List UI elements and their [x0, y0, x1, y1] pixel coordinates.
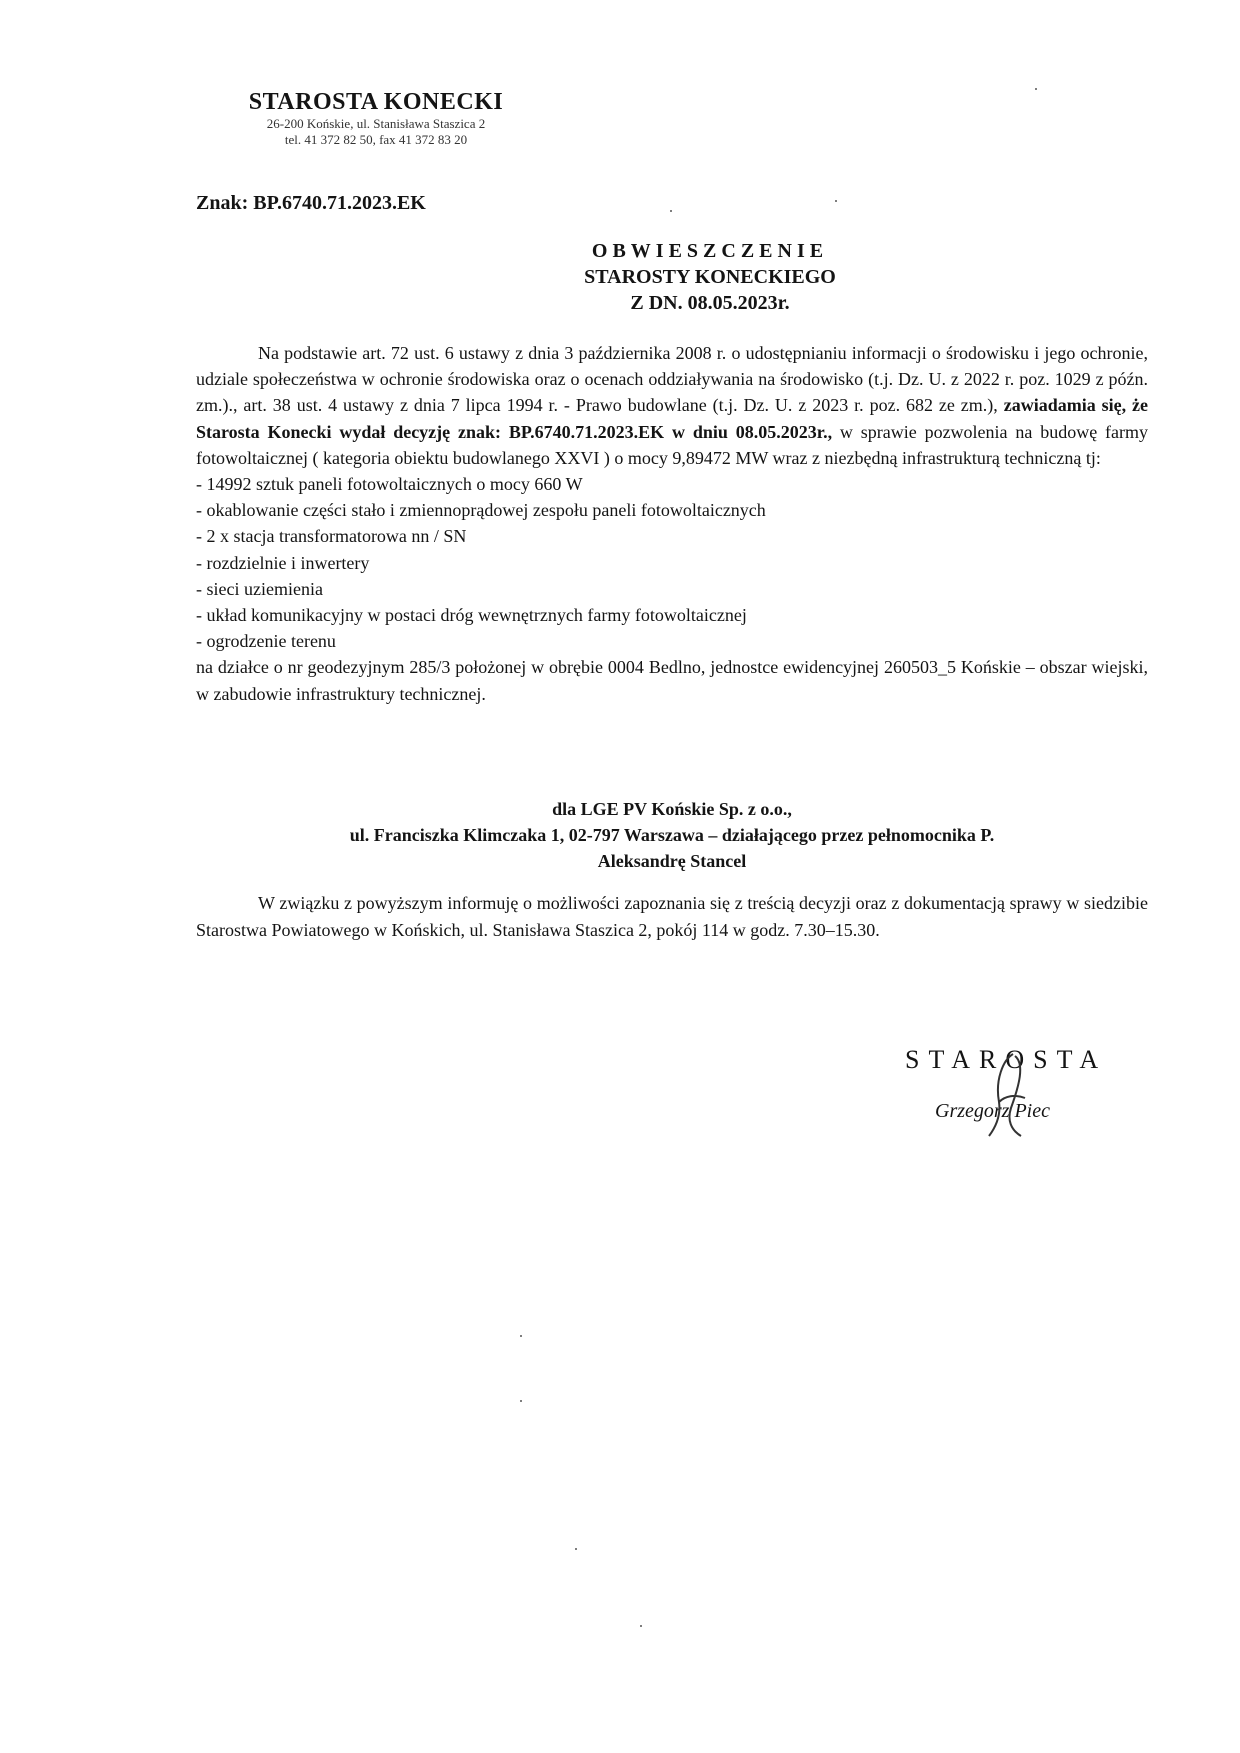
scan-speck	[575, 1548, 577, 1550]
addressee-company: dla LGE PV Końskie Sp. z o.o.,	[552, 799, 792, 819]
scan-speck	[670, 210, 672, 212]
intro-text: Na podstawie art. 72 ust. 6 ustawy z dnia 3 października 2008 r. o udostępnianiu informacji o środowisku i jego ochronie, udziale społeczeństwa w ochronie środowiska oraz o ocenach oddziaływania na środowisko (t.j. Dz. U. z 2022 r. poz. 1029 z późn. zm.)., art. 38 ust. 4 ustawy z dnia 7 lipca 1994 r. - Prawo budowlane (t.j. Dz. U. z 2023 r. poz. 682 ze zm.),	[196, 343, 1148, 416]
scan-speck	[640, 1625, 642, 1627]
addressee-proxy: Aleksandrę Stancel	[597, 851, 747, 871]
list-item: - 14992 sztuk paneli fotowoltaicznych o mocy 660 W	[196, 474, 583, 495]
addressee-address: ul. Franciszka Klimczaka 1, 02-797 Warszawa – działającego przez pełnomocnika P.	[349, 825, 995, 845]
list-item: - 2 x stacja transformatorowa nn / SN	[196, 526, 467, 547]
intro-rest-text: w sprawie pozwolenia na budowę farmy fotowoltaicznej ( kategoria obiektu budowlanego XXVI ) o mocy 9,89472 MW wraz z niezbędną infrastrukturą techniczną tj:	[196, 421, 1149, 468]
infrastructure-list	[196, 471, 1148, 654]
letterhead-title: STAROSTA KONECKI	[248, 89, 504, 115]
list-item: - rozdzielnie i inwertery	[196, 552, 370, 573]
scan-speck	[1035, 88, 1037, 90]
location-paragraph: na działce o nr geodezyjnym 285/3 położonej w obrębie 0004 Bedlno, jednostce ewidencyjnej 260503_5 Końskie – obszar wiejski, w zabudowie infrastruktury technicznej.	[196, 657, 1148, 704]
list-item: - ogrodzenie terenu	[196, 631, 336, 652]
letterhead-address: 26-200 Końskie, ul. Stanisława Staszica 2	[266, 116, 486, 131]
letterhead	[226, 88, 526, 148]
list-item: - sieci uziemienia	[196, 578, 323, 599]
info-paragraph: W związku z powyższym informuję o możliwości zapoznania się z treścią decyzji oraz z dokumentacją sprawy w siedzibie Starostwa Powiatowego w Końskich, ul. Stanisława Staszica 2, pokój 114 w godz. 7.30–15.30.	[196, 893, 1148, 940]
heading-date: Z DN. 08.05.2023r.	[630, 292, 790, 314]
heading-title: OBWIESZCZENIE	[591, 240, 829, 262]
signature-name: Grzegorz Piec	[935, 1100, 1050, 1122]
document-sign-number: Znak: BP.6740.71.2023.EK	[196, 192, 426, 214]
scan-speck	[520, 1400, 522, 1402]
signature-scribble-icon	[985, 1050, 1035, 1140]
signature-title: STAROSTA	[905, 1045, 1108, 1074]
scan-speck	[835, 200, 837, 202]
list-item: - układ komunikacyjny w postaci dróg wewnętrznych farmy fotowoltaicznej	[196, 605, 747, 626]
letterhead-contact: tel. 41 372 82 50, fax 41 372 83 20	[284, 132, 468, 147]
addressee-block	[196, 796, 1148, 874]
list-item: - okablowanie części stało i zmiennoprądowej zespołu paneli fotowoltaicznych	[196, 500, 766, 521]
heading-subtitle: STAROSTY KONECKIEGO	[584, 266, 836, 288]
document-heading	[460, 238, 960, 316]
intro-paragraph	[196, 340, 1148, 471]
notice-body	[196, 340, 1148, 707]
intro-bold-text: zawiadamia się, że Starosta Konecki wydał decyzję znak: BP.6740.71.2023.EK w dniu 08.05.2023r.,	[196, 395, 1149, 442]
scan-speck	[520, 1335, 522, 1337]
